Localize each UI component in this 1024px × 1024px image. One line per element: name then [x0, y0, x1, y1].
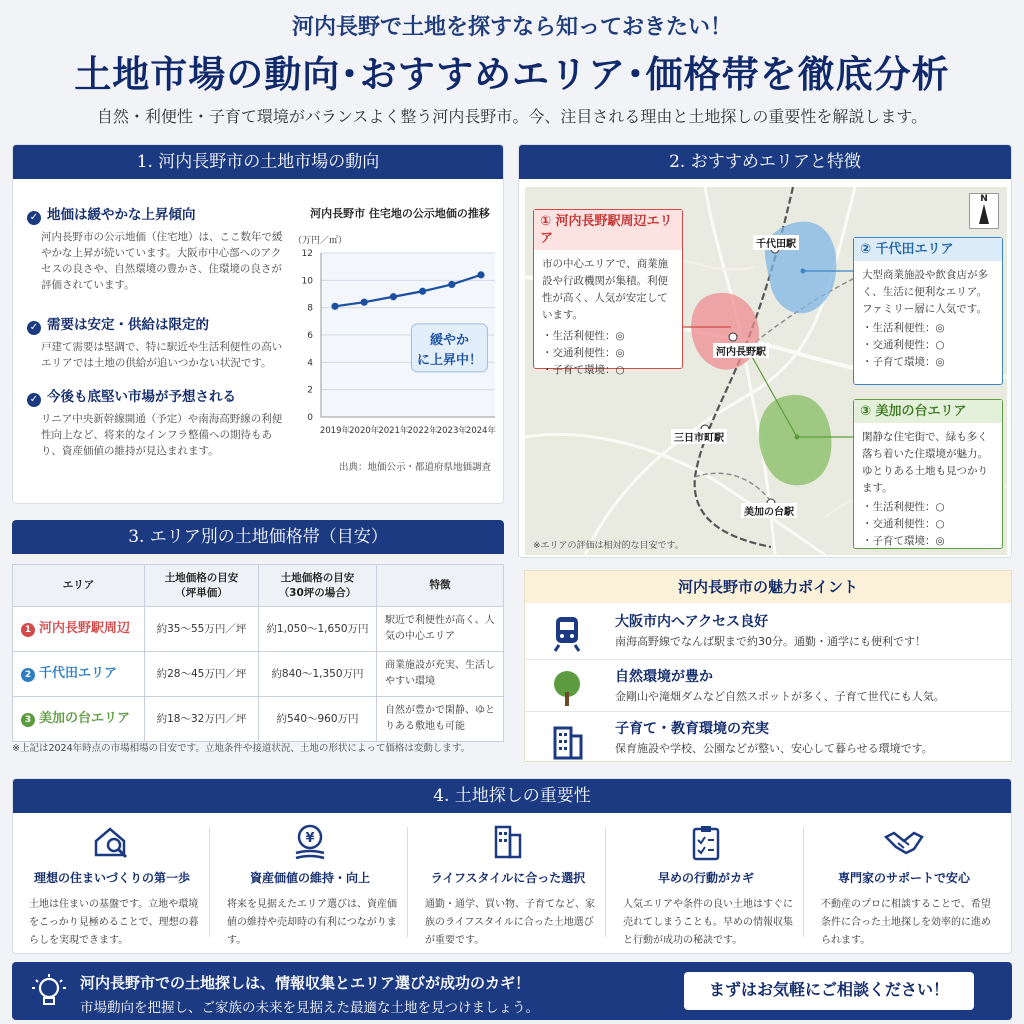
importance-item [611, 823, 801, 945]
x-tick-label: 2020年 [349, 426, 380, 436]
price-table [12, 564, 504, 742]
total-price-cell: 約840〜1,350万円 [259, 652, 377, 697]
trend-point-body: 河内長野市の公示地価（住宅地）は、ここ数年で緩やかな上昇が続いています。大阪市中心部へのアクセスの良さや、自然環境の豊かさ、住環境の良さが評価されています。 [41, 231, 283, 291]
charm-title: 自然環境が豊か [615, 669, 713, 685]
charm-points-panel [524, 570, 1012, 762]
divider [803, 827, 804, 937]
trend-point [27, 313, 287, 371]
x-tick-label: 2021年 [378, 426, 409, 436]
market-trend-panel [12, 144, 504, 504]
data-point [390, 293, 397, 300]
trend-point-title: 地価は緩やかな上昇傾向 [47, 207, 196, 223]
area-card-title: ① 河内長野駅周辺エリア [534, 210, 682, 250]
compass-icon [969, 193, 999, 229]
section2-heading: 2. おすすめエリアと特徴 [519, 145, 1011, 179]
importance-body: 将来を見据えたエリア選びは、資産価値の維持や売却時の有利につながります。 [227, 899, 397, 946]
area-name: 河内長野駅周辺 [39, 621, 131, 636]
area-number-badge: 1 [21, 623, 35, 637]
table-row [13, 607, 504, 652]
station-label: 河内長野駅 [713, 343, 769, 358]
charm-body: 金剛山や滝畑ダムなど自然スポットが多く、子育て世代にも人気。 [615, 690, 945, 703]
importance-title: 専門家のサポートで安心 [837, 871, 970, 885]
area-card-kawachinagano[interactable] [533, 209, 683, 376]
charm-item [525, 711, 1013, 763]
page-title: 土地市場の動向･おすすめエリア･価格帯を徹底分析 [74, 52, 950, 96]
y-tick-label: 12 [301, 249, 313, 259]
area-card-body: 大型商業施設や飲食店が多く、生活に便利なエリア。ファミリー層に人気です。 [862, 269, 988, 315]
area-rating: ・交通利便性：○ [862, 339, 945, 351]
footer-line1: 河内長野市での土地探しは、情報収集とエリア選びが成功のカギ！ [80, 974, 531, 992]
trend-point [27, 203, 287, 293]
area-card-title: ② 千代田エリア [854, 238, 1002, 261]
feature-cell: 自然が豊かで閑静、ゆとりある敷地も可能 [377, 697, 504, 742]
charm-heading: 河内長野市の魅力ポイント [525, 571, 1011, 603]
compass-label: N [980, 194, 988, 204]
tsubo-price-cell: 約35〜55万円／坪 [145, 607, 259, 652]
charm-item [525, 659, 1013, 711]
charm-body: 南海高野線でなんば駅まで約30分。通勤・通学にも便利です！ [615, 635, 926, 648]
area-card-title: ③ 美加の台エリア [854, 400, 1002, 423]
chart-title: 河内長野市 住宅地の公示地価の推移 [310, 207, 490, 220]
charm-title: 子育て・教育環境の充実 [615, 721, 769, 737]
total-price-cell: 約1,050〜1,650万円 [259, 607, 377, 652]
area-rating: ・生活利便性：◎ [862, 322, 945, 334]
hero-kicker: 河内長野で土地を探すなら知っておきたい！ [291, 14, 732, 40]
area-rating: ・子育て環境：◎ [862, 356, 945, 368]
y-tick-label: 0 [307, 413, 313, 423]
x-tick-label: 2022年 [407, 426, 438, 436]
trend-point [27, 385, 287, 459]
x-tick-label: 2023年 [436, 426, 467, 436]
building-icon [488, 823, 528, 861]
section1-heading: 1. 河内長野市の土地市場の動向 [13, 145, 503, 179]
land-price-chart [291, 223, 501, 453]
charm-title: 大阪市内へアクセス良好 [615, 614, 769, 630]
importance-item [413, 823, 603, 945]
total-price-cell: 約540〜960万円 [259, 697, 377, 742]
table-header: 土地価格の目安 （30坪の場合） [259, 565, 377, 607]
area-rating: ・子育て環境：◎ [862, 535, 945, 547]
svg-text:¥: ¥ [305, 831, 315, 846]
area-name: 美加の台エリア [39, 711, 131, 726]
table-row [13, 697, 504, 742]
x-tick-label: 2024年 [465, 426, 497, 436]
divider [209, 827, 210, 937]
data-point [477, 271, 484, 278]
y-tick-label: 2 [307, 385, 313, 396]
feature-cell: 駅近で利便性が高く、人気の中心エリア [377, 607, 504, 652]
handshake-icon [884, 823, 924, 861]
area-card-body: 閑静な住宅街で、緑も多く落ち着いた住環境が魅力。ゆとりある土地も見つかります。 [862, 431, 988, 494]
charm-item [525, 605, 1013, 657]
tree-icon [547, 668, 587, 708]
table-header: 土地価格の目安 （坪単価） [145, 565, 259, 607]
area-rating: ・子育て環境：○ [542, 364, 625, 376]
building-icon [547, 720, 587, 760]
divider [605, 827, 606, 937]
area-name: 千代田エリア [39, 666, 118, 681]
clipboard-icon [686, 823, 726, 861]
page-subtitle: 自然・利便性・子育て環境がバランスよく整う河内長野市。今、注目される理由と土地探しの重要性を解説します。 [96, 107, 928, 126]
table-header-row [13, 565, 504, 607]
tsubo-price-cell: 約18〜32万円／坪 [145, 697, 259, 742]
area-card-mikanodai[interactable] [853, 399, 1003, 549]
area-map[interactable] [525, 187, 1007, 555]
data-point [331, 303, 338, 310]
y-tick-label: 4 [307, 358, 313, 369]
data-point [448, 281, 455, 288]
house-search-icon [92, 823, 132, 861]
check-icon: ✓ [27, 211, 41, 225]
table-header: エリア [13, 565, 145, 607]
area-card-chiyoda[interactable] [853, 237, 1003, 385]
area-cell [13, 607, 145, 652]
importance-title: 資産価値の維持・向上 [249, 871, 370, 885]
station-label: 美加の台駅 [741, 503, 797, 518]
area-rating: ・交通利便性：◎ [542, 347, 625, 359]
section4-heading: 4. 土地探しの重要性 [13, 779, 1011, 813]
feature-cell: 商業施設が充実、生活しやすい環境 [377, 652, 504, 697]
annotation-text: 緩やか [429, 332, 469, 348]
map-note: ※エリアの評価は相対的な目安です。 [533, 541, 684, 551]
importance-body: 土地は住まいの基盤です。立地や環境をこっかり見極めることで、理想の暮らしを実現できます。 [29, 899, 199, 946]
table-header: 特徴 [377, 565, 504, 607]
x-tick-label: 2019年 [319, 426, 351, 436]
price-table-note: ※上記は2024年時点の市場相場の目安です。立地条件や接道状況、土地の形状によって価格は変動します。 [12, 743, 471, 754]
check-icon: ✓ [27, 393, 41, 407]
data-point [361, 299, 368, 306]
section3-heading: 3. エリア別の土地価格帯（目安） [12, 520, 504, 554]
area-rating: ・生活利便性：○ [862, 501, 945, 513]
divider [407, 827, 408, 937]
train-icon [547, 613, 587, 653]
area-number-badge: 2 [21, 668, 35, 682]
tsubo-price-cell: 約28〜45万円／坪 [145, 652, 259, 697]
charm-body: 保育施設や学校、公園などが整い、安心して暮らせる環境です。 [615, 742, 933, 755]
y-tick-label: 6 [307, 331, 313, 341]
annotation-text: に上昇中！ [416, 352, 482, 368]
yen-coin-icon [290, 823, 330, 861]
kawachinagano-area-zone [691, 293, 759, 370]
footer-banner [12, 962, 1012, 1020]
station-label: 千代田駅 [753, 235, 799, 250]
data-point [419, 288, 426, 295]
importance-title: 早めの行動がカギ [657, 871, 754, 885]
importance-item [809, 823, 999, 945]
importance-item [17, 823, 207, 945]
area-card-body: 市の中心エリアで、商業施設や行政機関が集積。利便性が高く、人気が安定しています。 [542, 258, 669, 321]
importance-body: 不動産のプロに相談することで、希望条件に合った土地探しを効率的に進められます。 [821, 899, 991, 946]
trend-point-body: 戸建て需要は堅調で、特に駅近や生活利便性の高いエリアでは土地の供給が追いつかない状況です。 [41, 341, 283, 369]
recommended-area-panel [518, 144, 1012, 558]
y-tick-label: 10 [301, 276, 313, 287]
mikanodai-area-zone [759, 395, 832, 485]
importance-title: ライフスタイルに合った選択 [430, 871, 586, 885]
importance-title: 理想の住まいづくりの第一歩 [33, 871, 190, 885]
footer-line2: 市場動向を把握し、ご家族の未来を見据えた最適な土地を見つけましょう。 [80, 1000, 539, 1016]
lightbulb-icon [32, 974, 66, 1010]
area-rating: ・生活利便性：◎ [542, 330, 625, 342]
trend-point-body: リニア中央新幹線開通（予定）や南海高野線の利便性向上など、将来的なインフラ整備への期待もあり、資産価値の維持が見込まれます。 [41, 413, 283, 457]
importance-item [215, 823, 405, 945]
area-number-badge: 3 [21, 713, 35, 727]
trend-point-title: 今後も底堅い市場が予想される [47, 389, 236, 405]
importance-panel [12, 778, 1012, 954]
price-range-panel [12, 520, 504, 760]
importance-body: 人気エリアや条件の良い土地はすぐに売れてしまうことも。早めの情報収集と行動が成功の秘訣です。 [623, 899, 793, 946]
y-axis-label: （万円／㎡） [293, 236, 348, 246]
check-icon: ✓ [27, 321, 41, 335]
consult-button[interactable]: まずはお気軽にご相談ください！ [684, 972, 974, 1010]
trend-point-title: 需要は安定・供給は限定的 [47, 317, 209, 333]
importance-body: 通勤・通学、買い物、子育てなど、家族のライフスタイルに合った土地選びが重要です。 [425, 899, 595, 946]
area-cell [13, 697, 145, 742]
table-row [13, 652, 504, 697]
chart-source: 出典：地価公示・都道府県地価調査 [338, 462, 491, 473]
area-cell [13, 652, 145, 697]
station-label: 三日市町駅 [671, 429, 727, 444]
y-tick-label: 8 [307, 303, 313, 314]
area-rating: ・交通利便性：○ [862, 518, 945, 530]
